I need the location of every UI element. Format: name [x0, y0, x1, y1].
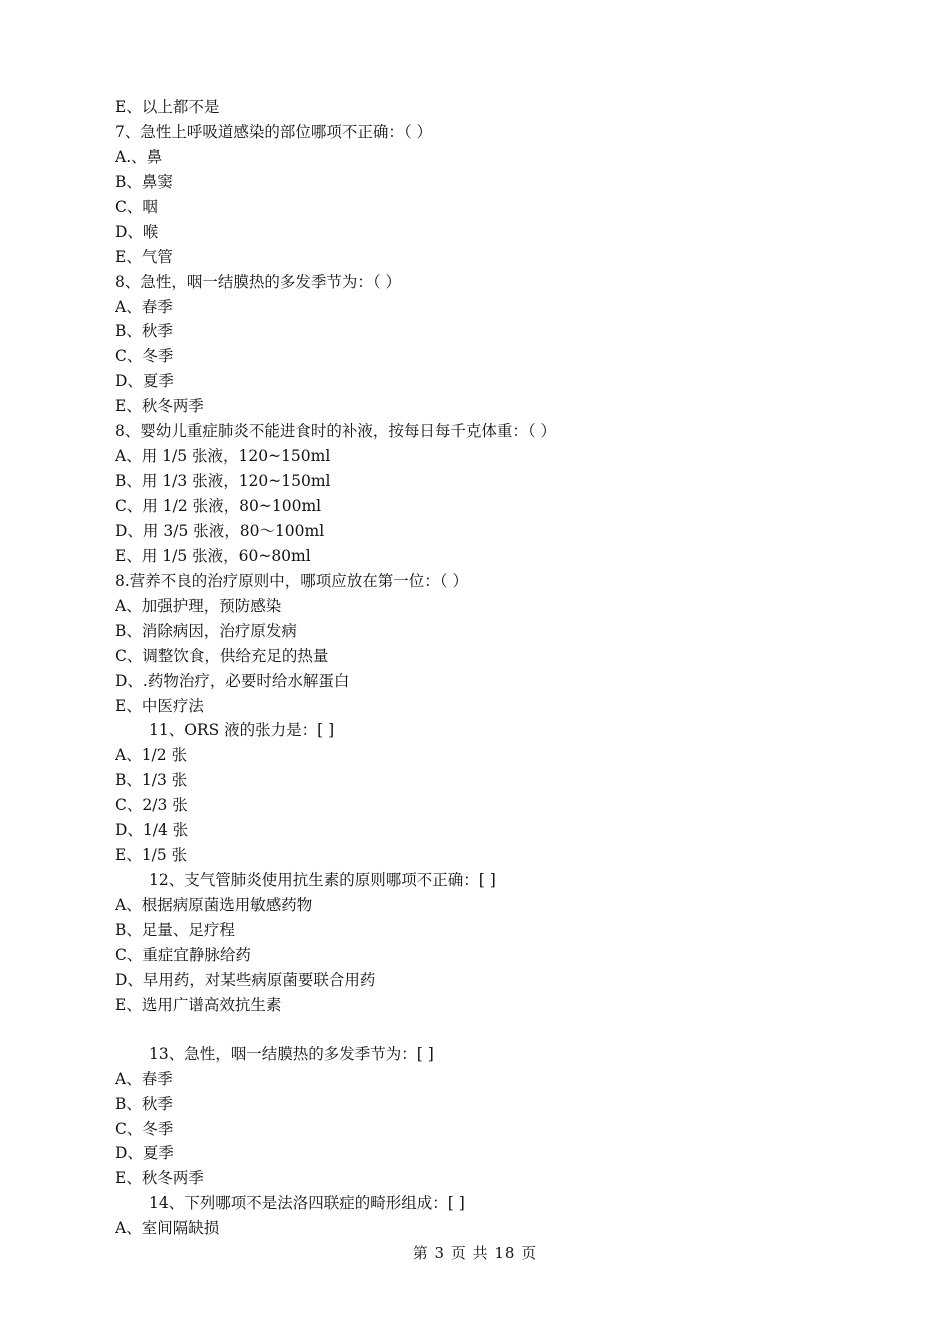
- text-line: D、夏季: [115, 372, 174, 391]
- text-line: C、调整饮食，供给充足的热量: [115, 646, 329, 665]
- text-line: C、冬季: [115, 347, 174, 366]
- text-line: 8、急性，咽一结膜热的多发季节为：（ ）: [115, 272, 402, 291]
- question-list: [115, 95, 895, 1241]
- text-line: 13、急性，咽一结膜热的多发季节为：[ ]: [149, 1044, 434, 1063]
- text-line: A、用 1/5 张液，120~150ml: [115, 447, 331, 466]
- text-line: E、秋冬两季: [115, 1169, 204, 1188]
- text-line: B、用 1/3 张液，120~150ml: [115, 472, 331, 491]
- text-line: B、鼻窦: [115, 172, 173, 191]
- text-line: B、消除病因，治疗原发病: [115, 621, 297, 640]
- text-line: 8、婴幼儿重症肺炎不能进食时的补液，按每日每千克体重：（ ）: [115, 422, 557, 441]
- text-line: C、咽: [115, 197, 158, 216]
- text-line: A、1/2 张: [115, 746, 188, 765]
- text-line: D、用 3/5 张液，80～100ml: [115, 521, 325, 540]
- text-line: E、1/5 张: [115, 846, 188, 865]
- text-line: A、春季: [115, 297, 173, 316]
- text-line: B、1/3 张: [115, 771, 188, 790]
- text-line: E、用 1/5 张液，60~80ml: [115, 546, 311, 565]
- text-line: 8.营养不良的治疗原则中，哪项应放在第一位：（ ）: [115, 571, 468, 590]
- text-line: E、秋冬两季: [115, 397, 204, 416]
- text-line: A、春季: [115, 1069, 173, 1088]
- text-line: D、1/4 张: [115, 821, 189, 840]
- text-line: D、早用药，对某些病原菌要联合用药: [115, 970, 376, 989]
- text-line: B、秋季: [115, 1094, 173, 1113]
- text-line: 14、下列哪项不是法洛四联症的畸形组成：[ ]: [149, 1194, 465, 1213]
- page-footer: 第 3 页 共 18 页: [412, 1244, 538, 1262]
- text-line: A.、鼻: [115, 147, 163, 166]
- text-line: D、夏季: [115, 1144, 174, 1163]
- text-line: D、喉: [115, 222, 159, 241]
- text-line: B、足量、足疗程: [115, 920, 235, 939]
- text-line: C、用 1/2 张液，80~100ml: [115, 497, 322, 515]
- text-line: A、加强护理，预防感染: [115, 596, 282, 615]
- text-line: A、根据病原菌选用敏感药物: [115, 896, 313, 914]
- text-line: E、中医疗法: [115, 696, 204, 715]
- text-line: B、秋季: [115, 322, 173, 341]
- text-line: E、以上都不是: [115, 98, 220, 116]
- text-line: C、重症宜静脉给药: [115, 945, 251, 964]
- text-line: 7、急性上呼吸道感染的部位哪项不正确：（ ）: [115, 122, 433, 141]
- text-line: C、2/3 张: [115, 796, 188, 815]
- text-line: A、室间隔缺损: [115, 1219, 220, 1238]
- text-line: 11、ORS 液的张力是：[ ]: [149, 721, 335, 740]
- text-line: 12、支气管肺炎使用抗生素的原则哪项不正确：[ ]: [149, 871, 496, 890]
- text-line: D、.药物治疗，必要时给水解蛋白: [115, 671, 350, 690]
- text-line: E、选用广谱高效抗生素: [115, 995, 282, 1014]
- text-line: C、冬季: [115, 1119, 174, 1138]
- text-line: E、气管: [115, 247, 173, 266]
- blank-line: [115, 1018, 895, 1042]
